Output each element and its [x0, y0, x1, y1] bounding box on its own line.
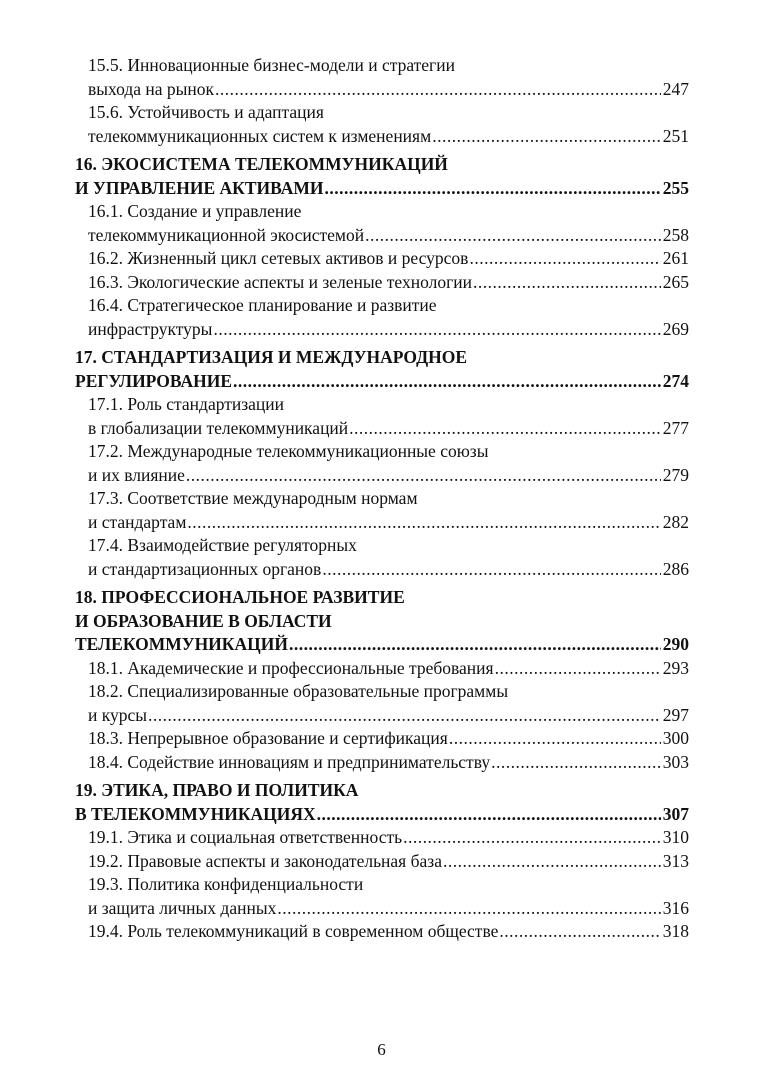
toc-entry-title-line: и защита личных данных	[88, 897, 277, 918]
toc-entry-last-line	[88, 920, 689, 944]
toc-entry-title-line: 16.1. Создание и управление	[88, 201, 302, 221]
toc-page-number: 313	[662, 850, 689, 871]
toc-page-number: 286	[662, 558, 689, 579]
toc-page-number: 277	[662, 417, 689, 438]
toc-page-number: 261	[662, 248, 689, 268]
toc-entry-last-line	[75, 370, 689, 394]
toc-page-number: 293	[662, 657, 689, 678]
toc-section-entry	[75, 294, 689, 341]
toc-section-entry	[75, 247, 689, 271]
toc-entry-title-line: телекоммуникационных систем к изменениям	[88, 125, 432, 146]
toc-page-number: 279	[662, 464, 689, 485]
dot-leader	[233, 370, 661, 394]
toc-entry-title-line: 17.2. Международные телекоммуникационные союзы	[88, 441, 489, 461]
toc-entry-last-line	[88, 78, 689, 102]
toc-page-number: 247	[662, 78, 689, 99]
toc-entry-title-line: 16. ЭКОСИСТЕМА ТЕЛЕКОММУНИКАЦИЙ	[75, 154, 448, 174]
toc-section-entry	[75, 657, 689, 681]
toc-entry-last-line	[88, 657, 689, 681]
toc-entry-last-line	[88, 850, 689, 874]
dot-leader	[289, 633, 661, 657]
toc-entry-title-line: РЕГУЛИРОВАНИЕ	[75, 370, 232, 391]
toc-entry-title-line: 18.3. Непрерывное образование и сертификация	[88, 728, 448, 748]
dot-leader	[473, 271, 661, 295]
toc-entry-title-line: 18.2. Специализированные образовательные программы	[88, 681, 509, 701]
dot-leader	[277, 897, 660, 921]
toc-page-number: 290	[662, 634, 689, 654]
toc-section-entry	[75, 680, 689, 727]
toc-page-number: 251	[662, 125, 689, 146]
toc-section-entry	[75, 101, 689, 148]
toc-chapter-entry	[75, 586, 689, 657]
toc-page-number: 297	[662, 704, 689, 725]
toc-section-entry	[75, 534, 689, 581]
toc-page-number: 310	[662, 827, 689, 847]
toc-page-number: 318	[662, 921, 689, 941]
toc-entry-title-line: ТЕЛЕКОММУНИКАЦИЙ	[75, 634, 288, 654]
toc-entry-title-line: 19. ЭТИКА, ПРАВО И ПОЛИТИКА	[75, 780, 359, 800]
toc-section-entry	[75, 751, 689, 775]
toc-entry-last-line	[88, 704, 689, 728]
toc-entry-title-line: 15.5. Инновационные бизнес-модели и стратегии	[88, 55, 455, 75]
toc-entry-last-line	[88, 751, 689, 775]
dot-leader	[443, 850, 661, 874]
toc-entry-last-line	[88, 558, 689, 582]
toc-entry-title-line: 16.4. Стратегическое планирование и развитие	[88, 295, 437, 315]
dot-leader	[349, 417, 661, 441]
toc-entry-title-line: 18.1. Академические и профессиональные требования	[88, 657, 494, 678]
page-number: 6	[377, 1040, 386, 1059]
toc-page-number: 258	[662, 224, 689, 245]
toc-page-number: 300	[662, 728, 689, 748]
toc-entry-last-line	[75, 633, 689, 657]
toc-entry-last-line	[88, 897, 689, 921]
toc-entry-last-line	[75, 803, 689, 827]
dot-leader	[148, 704, 661, 728]
dot-leader	[215, 78, 661, 102]
toc-section-entry	[75, 487, 689, 534]
toc-entry-last-line	[88, 318, 689, 342]
toc-entry-title-line: и их влияние	[88, 464, 185, 485]
toc-section-entry	[75, 920, 689, 944]
dot-leader	[324, 177, 660, 201]
toc-entry-title-line: В ТЕЛЕКОММУНИКАЦИЯХ	[75, 803, 316, 824]
toc-section-entry	[75, 271, 689, 295]
toc-entry-title-line: 18. ПРОФЕССИОНАЛЬНОЕ РАЗВИТИЕ	[75, 587, 405, 607]
toc-entry-title-line: 17.3. Соответствие международным нормам	[88, 488, 418, 508]
dot-leader	[469, 247, 660, 271]
toc-entry-last-line	[88, 271, 689, 295]
toc-entry-title-line: инфраструктуры	[88, 318, 213, 339]
toc-entry-title-line: 17.4. Взаимодействие регуляторных	[88, 535, 357, 555]
toc-entry-title-line: 16.2. Жизненный цикл сетевых активов и ресурсов	[88, 248, 469, 268]
dot-leader	[322, 558, 660, 582]
toc-entry-last-line	[88, 417, 689, 441]
dot-leader	[491, 751, 661, 775]
toc-entry-last-line	[88, 247, 689, 271]
toc-entry-title-line: и стандартизационных органов	[88, 558, 322, 579]
toc-entry-title-line: 19.1. Этика и социальная ответственность	[88, 827, 403, 847]
toc-page-number: 269	[662, 318, 689, 339]
toc-page-number: 255	[662, 177, 689, 198]
toc-section-entry	[75, 54, 689, 101]
toc-entry-title-line: 19.3. Политика конфиденциальности	[88, 874, 364, 894]
toc-entry-last-line	[88, 224, 689, 248]
toc-entry-last-line	[88, 464, 689, 488]
dot-leader	[213, 318, 660, 342]
toc-chapter-entry	[75, 153, 689, 200]
toc-section-entry	[75, 393, 689, 440]
dot-leader	[317, 803, 661, 827]
toc-page-number: 282	[662, 511, 689, 532]
toc-entry-last-line	[88, 826, 689, 850]
toc-section-entry	[75, 873, 689, 920]
toc-entry-title-line: 16.3. Экологические аспекты и зеленые технологии	[88, 271, 472, 292]
toc-entry-last-line	[75, 177, 689, 201]
dot-leader	[495, 657, 661, 681]
toc-page-number: 307	[662, 803, 689, 824]
toc-page-number: 316	[662, 897, 689, 918]
toc-entry-title-line: и курсы	[88, 704, 148, 725]
toc-entry-title-line: И ОБРАЗОВАНИЕ В ОБЛАСТИ	[75, 610, 332, 631]
toc-page-number: 265	[662, 271, 689, 292]
dot-leader	[187, 511, 660, 535]
toc-chapter-entry	[75, 779, 689, 826]
toc-entry-title-line: и стандартам	[88, 511, 187, 532]
toc-chapter-entry	[75, 346, 689, 393]
dot-leader	[403, 826, 661, 850]
dot-leader	[365, 224, 661, 248]
toc-entry-title-line: 17.1. Роль стандартизации	[88, 394, 285, 414]
toc-entry-title-line: 19.4. Роль телекоммуникаций в современном обществе	[88, 921, 499, 941]
table-of-contents	[75, 54, 689, 944]
toc-section-entry	[75, 727, 689, 751]
toc-entry-title-line: телекоммуникационной экосистемой	[88, 224, 365, 245]
toc-section-entry	[75, 850, 689, 874]
toc-entry-title-line: И УПРАВЛЕНИЕ АКТИВАМИ	[75, 177, 324, 198]
toc-entry-last-line	[88, 727, 689, 751]
toc-entry-last-line	[88, 511, 689, 535]
toc-section-entry	[75, 200, 689, 247]
toc-page-number: 274	[662, 370, 689, 391]
toc-page-number: 303	[662, 751, 689, 772]
toc-entry-title-line: 19.2. Правовые аспекты и законодательная база	[88, 850, 442, 871]
dot-leader	[186, 464, 661, 488]
toc-section-entry	[75, 826, 689, 850]
dot-leader	[432, 125, 661, 149]
dot-leader	[499, 920, 660, 944]
toc-entry-title-line: в глобализации телекоммуникаций	[88, 417, 349, 438]
toc-entry-title-line: 15.6. Устойчивость и адаптация	[88, 102, 324, 122]
toc-section-entry	[75, 440, 689, 487]
toc-entry-title-line: 18.4. Содействие инновациям и предпринимательству	[88, 751, 491, 772]
toc-entry-last-line	[88, 125, 689, 149]
toc-entry-title-line: 17. СТАНДАРТИЗАЦИЯ И МЕЖДУНАРОДНОЕ	[75, 347, 468, 367]
dot-leader	[449, 727, 661, 751]
toc-entry-title-line: выхода на рынок	[88, 78, 215, 99]
